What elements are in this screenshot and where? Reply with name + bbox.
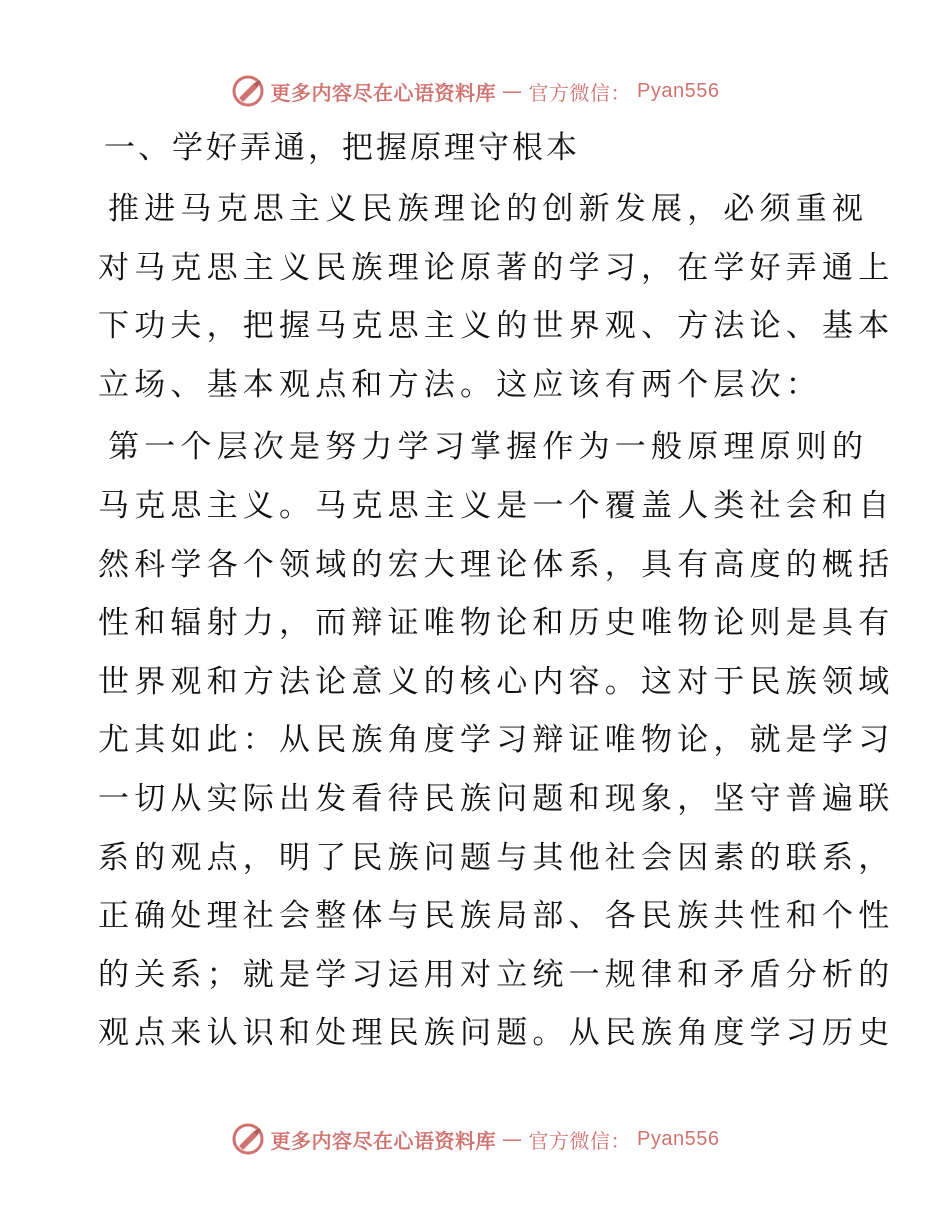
watermark-header	[0, 74, 950, 108]
watermark-footer	[0, 1122, 950, 1156]
paragraph-line: 对马克思主义民族理论原著的学习，在学好弄通上	[98, 249, 895, 286]
paragraph-line: 正确处理社会整体与民族局部、各民族共性和个性	[98, 898, 895, 935]
paragraph-2	[98, 418, 895, 1063]
watermark-text: 更多内容尽在心语资料库	[270, 80, 497, 105]
watermark-separator: —	[502, 79, 523, 103]
paragraph-line: 第一个层次是努力学习掌握作为一般原理原则的	[108, 429, 869, 466]
paragraph-1	[98, 180, 895, 414]
watermark-wechat-label: 官方微信：	[528, 80, 632, 105]
paragraph-line: 下功夫，把握马克思主义的世界观、方法论、基本	[98, 308, 895, 345]
paragraph-line: 然科学各个领域的宏大理论体系，具有高度的概括	[98, 546, 895, 583]
paragraph-line: 的关系；就是学习运用对立统一规律和矛盾分析的	[98, 956, 895, 993]
watermark-separator: —	[502, 1127, 523, 1151]
paragraph-line: 性和辐射力，而辩证唯物论和历史唯物论则是具有	[98, 605, 895, 642]
paragraph-line: 马克思主义。马克思主义是一个覆盖人类社会和自	[98, 487, 895, 524]
paragraph-line: 立场、基本观点和方法。这应该有两个层次：	[98, 366, 822, 403]
watermark-logo-icon	[231, 74, 265, 108]
paragraph-line: 推进马克思主义民族理论的创新发展，必须重视	[108, 191, 869, 227]
watermark-text: 更多内容尽在心语资料库	[270, 1128, 497, 1153]
paragraph-line: 观点来认识和处理民族问题。从民族角度学习历史	[98, 1015, 895, 1052]
watermark-logo-icon	[231, 1122, 265, 1156]
section-heading: 一、学好弄通，把握原理守根本	[104, 130, 580, 166]
paragraph-line: 尤其如此：从民族角度学习辩证唯物论，就是学习	[98, 722, 895, 759]
paragraph-line: 一切从实际出发看待民族问题和现象，坚守普遍联	[98, 780, 895, 817]
paragraph-line: 世界观和方法论意义的核心内容。这对于民族领域	[98, 663, 895, 700]
document-body	[98, 122, 895, 1067]
watermark-wechat-label: 官方微信：	[528, 1128, 632, 1153]
paragraph-line: 系的观点，明了民族问题与其他社会因素的联系，	[98, 839, 895, 876]
watermark-wechat-id: Pyan556	[637, 79, 720, 102]
watermark-wechat-id: Pyan556	[637, 1127, 720, 1150]
